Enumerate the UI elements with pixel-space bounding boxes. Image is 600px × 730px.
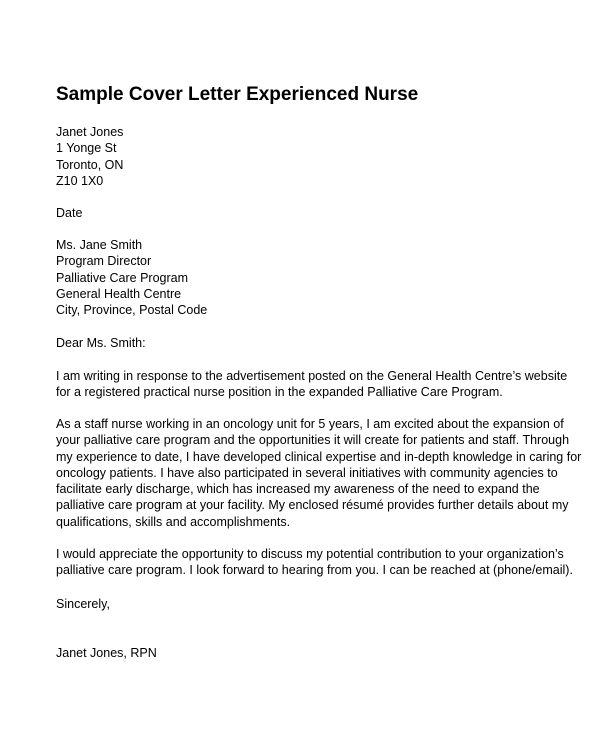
paragraph-line: oncology patients. I have also participated in several initiatives with community agencies to xyxy=(56,465,558,480)
recipient-title: Program Director xyxy=(56,254,152,269)
paragraph-line: for a registered practical nurse position in the expanded Palliative Care Program. xyxy=(56,385,503,400)
document-title: Sample Cover Letter Experienced Nurse xyxy=(56,84,419,105)
paragraph-line: qualifications, skills and accomplishments. xyxy=(56,514,291,529)
body-paragraph xyxy=(56,546,573,579)
recipient-name: Ms. Jane Smith xyxy=(56,238,143,252)
recipient-address xyxy=(56,237,207,318)
date-line: Date xyxy=(56,206,83,220)
sender-postal-code: Z10 1X0 xyxy=(56,173,104,188)
sender-city: Toronto, ON xyxy=(56,157,124,172)
paragraph-line: my experience to date, I have developed clinical expertise and in-depth knowledge in caring for xyxy=(56,449,582,464)
paragraph-line: your palliative care program and the opportunities it will create for patients and staff. Through xyxy=(56,433,570,448)
closing: Sincerely, xyxy=(56,597,110,611)
sender-address xyxy=(56,124,123,189)
sender-name: Janet Jones xyxy=(56,125,124,139)
paragraph-line: palliative care program at your facility. My enclosed résumé provides further details about my xyxy=(56,498,569,513)
paragraph-line: facilitate early discharge, which has increased my awareness of the need to expand the xyxy=(56,482,540,497)
sender-street: 1 Yonge St xyxy=(56,141,117,156)
salutation: Dear Ms. Smith: xyxy=(56,336,146,350)
paragraph-line: palliative care program. I look forward to hearing from you. I can be reached at (phone/email). xyxy=(56,563,573,578)
signature-name: Janet Jones, RPN xyxy=(56,646,157,660)
recipient-program: Palliative Care Program xyxy=(56,270,188,285)
body-paragraph xyxy=(56,416,581,530)
recipient-location: City, Province, Postal Code xyxy=(56,303,208,318)
paragraph-line: I am writing in response to the advertisement posted on the General Health Centre’s website xyxy=(56,369,568,383)
paragraph-line: I would appreciate the opportunity to discuss my potential contribution to your organization’s xyxy=(56,547,564,561)
recipient-organization: General Health Centre xyxy=(56,286,182,301)
body-paragraph xyxy=(56,368,567,401)
paragraph-line: As a staff nurse working in an oncology unit for 5 years, I am excited about the expansion of xyxy=(56,417,564,431)
